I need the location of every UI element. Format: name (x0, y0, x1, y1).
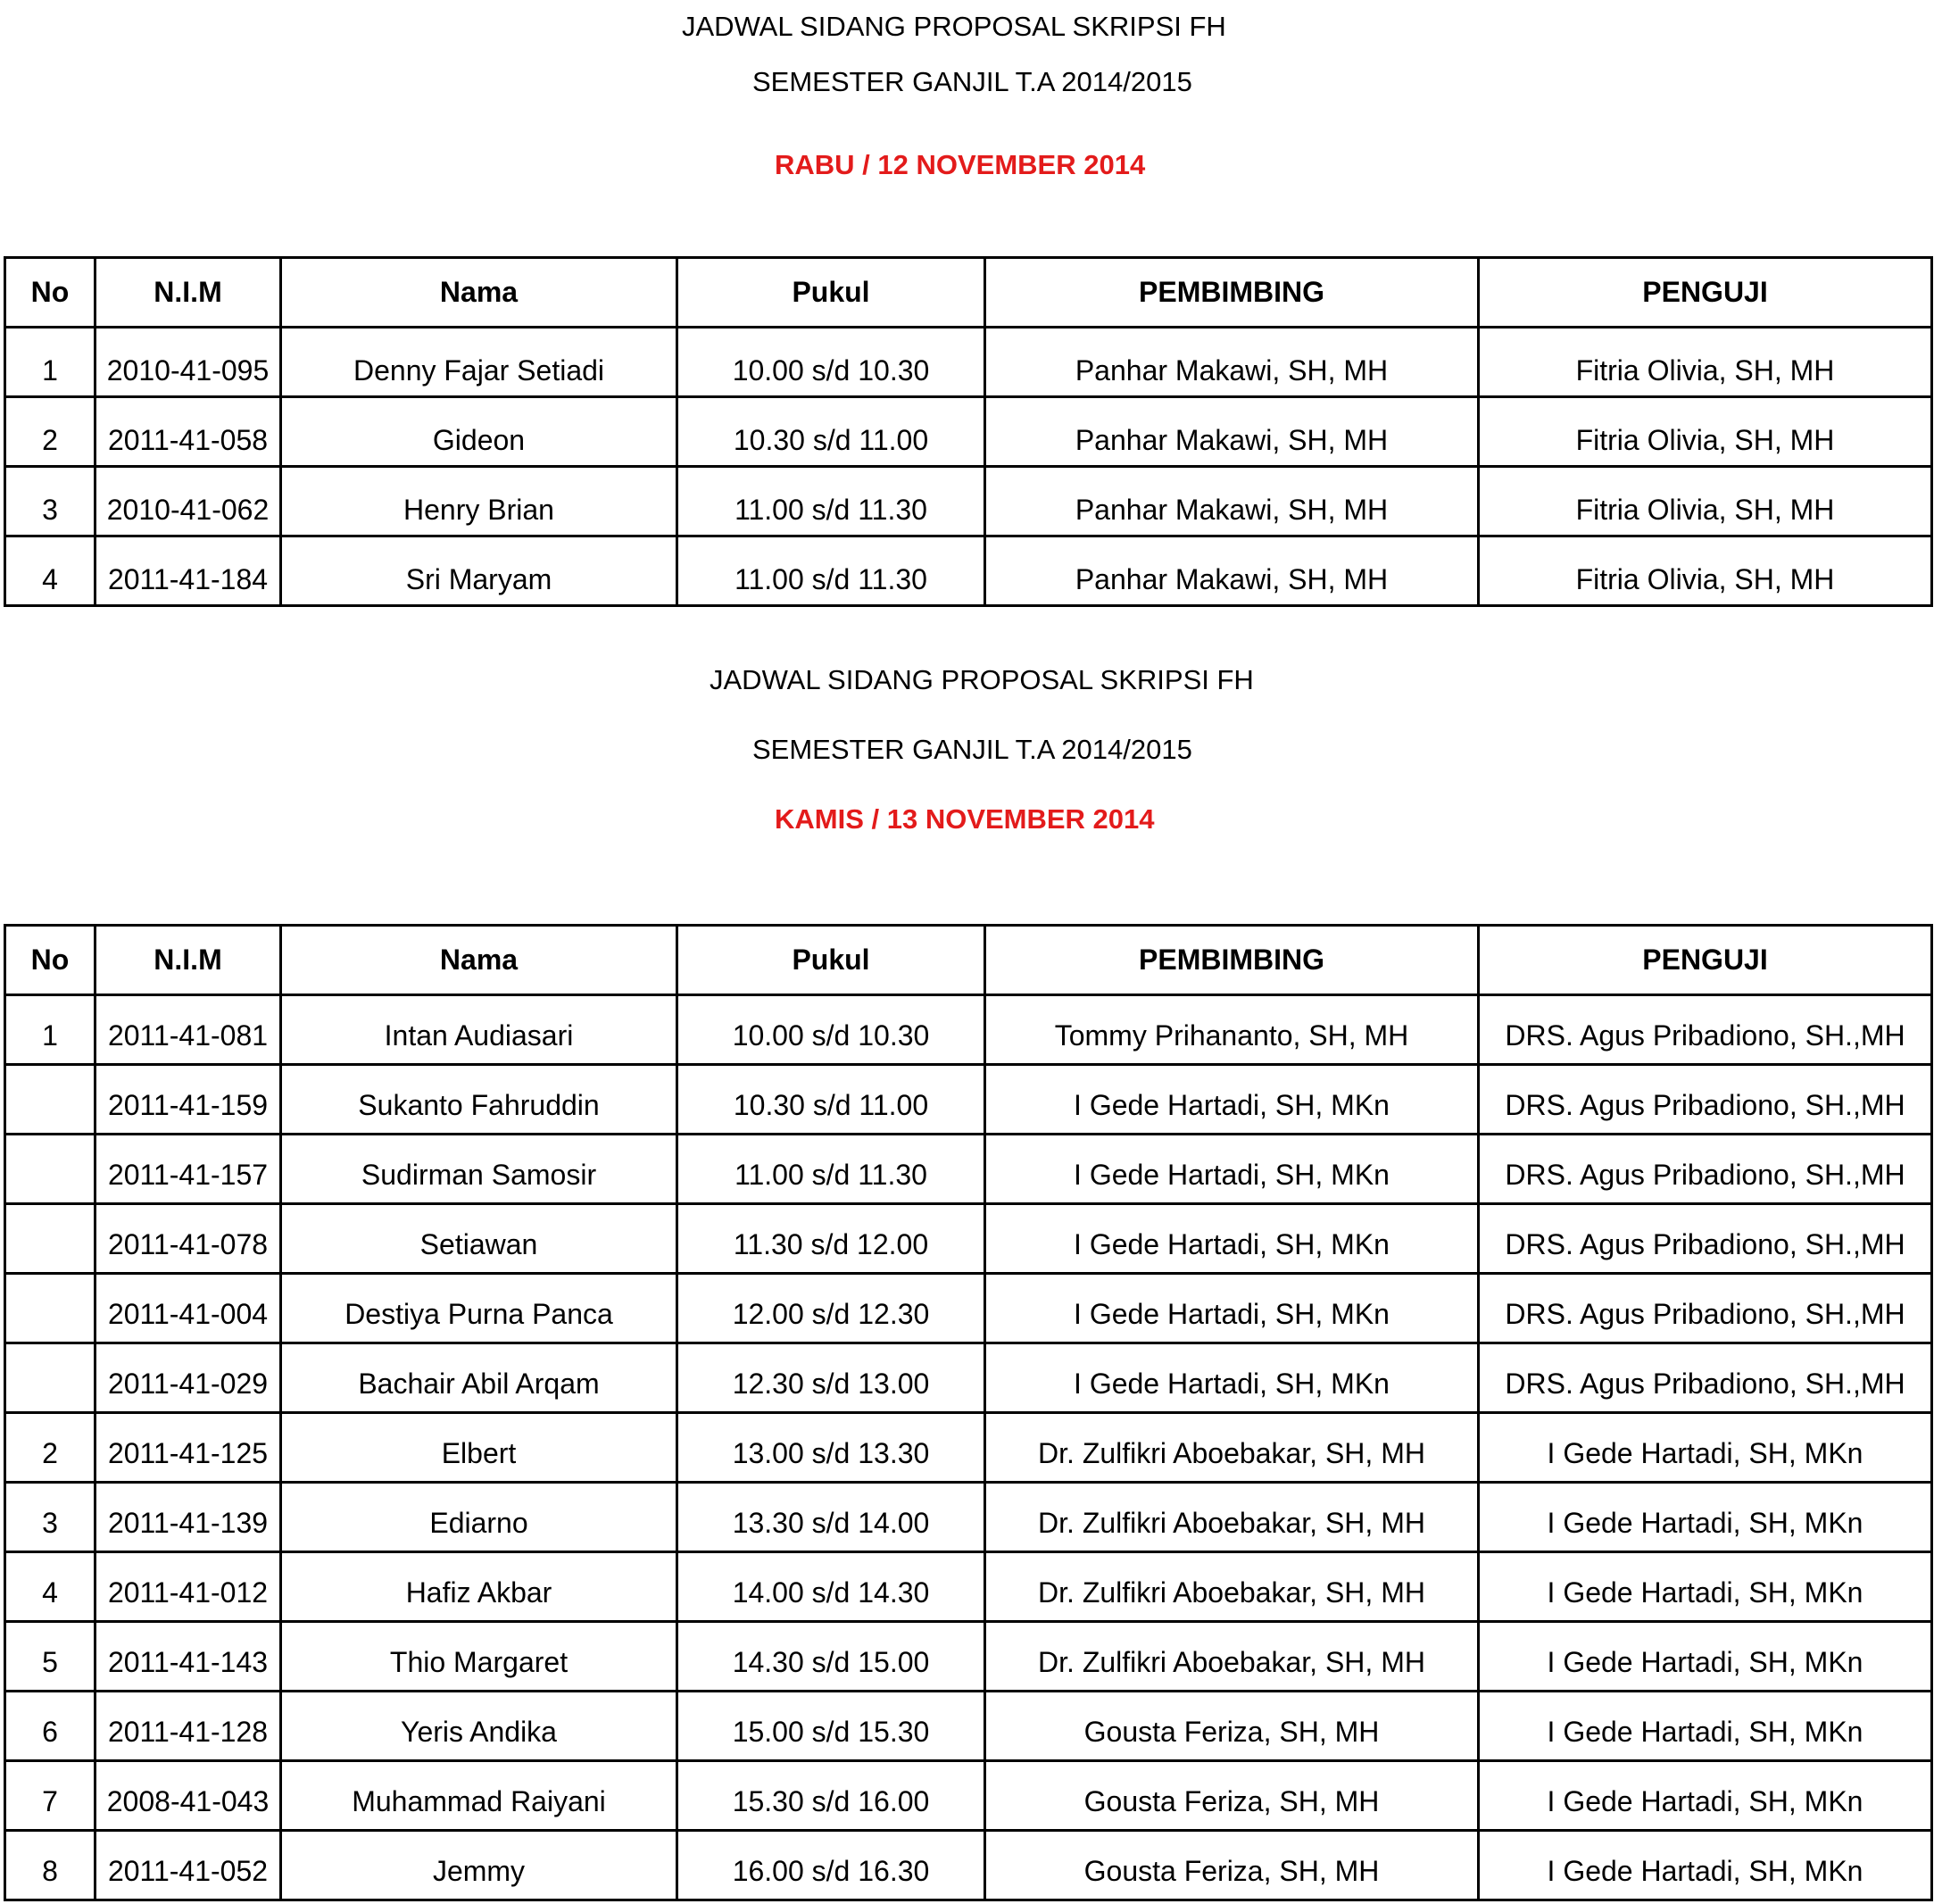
cell-no: 2 (5, 1413, 95, 1483)
section1-title: JADWAL SIDANG PROPOSAL SKRIPSI FH (682, 11, 1226, 42)
cell-pembimbing: Dr. Zulfikri Aboebakar, SH, MH (985, 1552, 1479, 1622)
cell-no: 7 (5, 1761, 95, 1831)
header-nim: N.I.M (95, 926, 281, 995)
cell-penguji: I Gede Hartadi, SH, MKn (1479, 1761, 1932, 1831)
section1-subtitle: SEMESTER GANJIL T.A 2014/2015 (752, 66, 1192, 97)
cell-pukul: 13.00 s/d 13.30 (677, 1413, 985, 1483)
cell-no: 5 (5, 1622, 95, 1692)
cell-nim: 2011-41-159 (95, 1065, 281, 1135)
cell-pukul: 11.00 s/d 11.30 (677, 1135, 985, 1204)
cell-pukul: 11.00 s/d 11.30 (677, 536, 985, 606)
cell-nim: 2011-41-125 (95, 1413, 281, 1483)
table-row (5, 1343, 1932, 1413)
table-row (5, 1761, 1932, 1831)
header-nim: N.I.M (95, 258, 281, 328)
cell-nama: Sudirman Samosir (281, 1135, 677, 1204)
cell-penguji: I Gede Hartadi, SH, MKn (1479, 1622, 1932, 1692)
table-row (5, 1413, 1932, 1483)
cell-nim: 2010-41-062 (95, 467, 281, 536)
cell-nim: 2011-41-052 (95, 1831, 281, 1900)
cell-nama: Hafiz Akbar (281, 1552, 677, 1622)
cell-nim: 2011-41-012 (95, 1552, 281, 1622)
cell-pukul: 10.30 s/d 11.00 (677, 397, 985, 467)
section2-subtitle: SEMESTER GANJIL T.A 2014/2015 (752, 734, 1192, 765)
cell-nama: Denny Fajar Setiadi (281, 328, 677, 397)
cell-pukul: 12.00 s/d 12.30 (677, 1274, 985, 1343)
cell-no: 4 (5, 1552, 95, 1622)
cell-penguji: DRS. Agus Pribadiono, SH.,MH (1479, 1135, 1932, 1204)
cell-nama: Jemmy (281, 1831, 677, 1900)
cell-pukul: 14.30 s/d 15.00 (677, 1622, 985, 1692)
cell-no (5, 1065, 95, 1135)
table-row (5, 328, 1932, 397)
cell-nim: 2011-41-004 (95, 1274, 281, 1343)
cell-pukul: 10.00 s/d 10.30 (677, 328, 985, 397)
cell-penguji: I Gede Hartadi, SH, MKn (1479, 1413, 1932, 1483)
cell-pukul: 14.00 s/d 14.30 (677, 1552, 985, 1622)
cell-pembimbing: Dr. Zulfikri Aboebakar, SH, MH (985, 1622, 1479, 1692)
table-row (5, 1552, 1932, 1622)
cell-pembimbing: I Gede Hartadi, SH, MKn (985, 1065, 1479, 1135)
cell-pukul: 15.00 s/d 15.30 (677, 1692, 985, 1761)
table-row (5, 536, 1932, 606)
header-pembimbing: PEMBIMBING (985, 926, 1479, 995)
cell-no: 8 (5, 1831, 95, 1900)
cell-nama: Elbert (281, 1413, 677, 1483)
cell-penguji: DRS. Agus Pribadiono, SH.,MH (1479, 1204, 1932, 1274)
cell-penguji: Fitria Olivia, SH, MH (1479, 536, 1932, 606)
header-nama: Nama (281, 258, 677, 328)
cell-pukul: 16.00 s/d 16.30 (677, 1831, 985, 1900)
cell-no: 3 (5, 467, 95, 536)
cell-nim: 2011-41-143 (95, 1622, 281, 1692)
cell-pembimbing: I Gede Hartadi, SH, MKn (985, 1343, 1479, 1413)
cell-pembimbing: Dr. Zulfikri Aboebakar, SH, MH (985, 1413, 1479, 1483)
cell-no: 2 (5, 397, 95, 467)
cell-penguji: DRS. Agus Pribadiono, SH.,MH (1479, 995, 1932, 1065)
table-row (5, 397, 1932, 467)
section1-date: RABU / 12 NOVEMBER 2014 (775, 149, 1146, 180)
cell-pukul: 10.00 s/d 10.30 (677, 995, 985, 1065)
cell-no: 3 (5, 1483, 95, 1552)
cell-nim: 2011-41-184 (95, 536, 281, 606)
cell-nama: Henry Brian (281, 467, 677, 536)
cell-pembimbing: Dr. Zulfikri Aboebakar, SH, MH (985, 1483, 1479, 1552)
cell-nama: Sri Maryam (281, 536, 677, 606)
cell-nim: 2011-41-157 (95, 1135, 281, 1204)
cell-no: 6 (5, 1692, 95, 1761)
cell-nim: 2011-41-078 (95, 1204, 281, 1274)
table-row (5, 1135, 1932, 1204)
table-row (5, 1274, 1932, 1343)
header-pukul: Pukul (677, 926, 985, 995)
cell-pukul: 11.30 s/d 12.00 (677, 1204, 985, 1274)
cell-penguji: Fitria Olivia, SH, MH (1479, 467, 1932, 536)
cell-no: 4 (5, 536, 95, 606)
cell-nim: 2011-41-128 (95, 1692, 281, 1761)
cell-nama: Sukanto Fahruddin (281, 1065, 677, 1135)
cell-penguji: I Gede Hartadi, SH, MKn (1479, 1831, 1932, 1900)
cell-penguji: DRS. Agus Pribadiono, SH.,MH (1479, 1343, 1932, 1413)
cell-pukul: 15.30 s/d 16.00 (677, 1761, 985, 1831)
table-header-row (5, 926, 1932, 995)
cell-pembimbing: Panhar Makawi, SH, MH (985, 467, 1479, 536)
cell-pembimbing: Panhar Makawi, SH, MH (985, 536, 1479, 606)
cell-penguji: I Gede Hartadi, SH, MKn (1479, 1483, 1932, 1552)
cell-nama: Gideon (281, 397, 677, 467)
table-row (5, 1204, 1932, 1274)
schedule-table-thursday (4, 924, 1933, 1901)
cell-nama: Destiya Purna Panca (281, 1274, 677, 1343)
cell-penguji: DRS. Agus Pribadiono, SH.,MH (1479, 1274, 1932, 1343)
cell-no: 1 (5, 995, 95, 1065)
header-no: No (5, 258, 95, 328)
header-pembimbing: PEMBIMBING (985, 258, 1479, 328)
cell-no (5, 1343, 95, 1413)
cell-nim: 2011-41-139 (95, 1483, 281, 1552)
cell-pembimbing: Tommy Prihananto, SH, MH (985, 995, 1479, 1065)
cell-pembimbing: I Gede Hartadi, SH, MKn (985, 1204, 1479, 1274)
cell-pembimbing: Gousta Feriza, SH, MH (985, 1761, 1479, 1831)
table-row (5, 995, 1932, 1065)
header-penguji: PENGUJI (1479, 258, 1932, 328)
cell-pukul: 10.30 s/d 11.00 (677, 1065, 985, 1135)
cell-pembimbing: Panhar Makawi, SH, MH (985, 328, 1479, 397)
cell-pukul: 11.00 s/d 11.30 (677, 467, 985, 536)
header-pukul: Pukul (677, 258, 985, 328)
section2-date: KAMIS / 13 NOVEMBER 2014 (775, 803, 1155, 835)
cell-nama: Thio Margaret (281, 1622, 677, 1692)
table-row (5, 1065, 1932, 1135)
cell-nama: Muhammad Raiyani (281, 1761, 677, 1831)
cell-pembimbing: Gousta Feriza, SH, MH (985, 1692, 1479, 1761)
cell-pukul: 13.30 s/d 14.00 (677, 1483, 985, 1552)
cell-nama: Intan Audiasari (281, 995, 677, 1065)
cell-pukul: 12.30 s/d 13.00 (677, 1343, 985, 1413)
cell-nama: Setiawan (281, 1204, 677, 1274)
cell-penguji: DRS. Agus Pribadiono, SH.,MH (1479, 1065, 1932, 1135)
cell-penguji: Fitria Olivia, SH, MH (1479, 328, 1932, 397)
cell-pembimbing: I Gede Hartadi, SH, MKn (985, 1135, 1479, 1204)
cell-no (5, 1274, 95, 1343)
table-row (5, 467, 1932, 536)
cell-nama: Ediarno (281, 1483, 677, 1552)
cell-nim: 2011-41-058 (95, 397, 281, 467)
cell-nim: 2008-41-043 (95, 1761, 281, 1831)
cell-nim: 2011-41-081 (95, 995, 281, 1065)
table-header-row (5, 258, 1932, 328)
cell-pembimbing: Gousta Feriza, SH, MH (985, 1831, 1479, 1900)
table-row (5, 1692, 1932, 1761)
cell-no (5, 1135, 95, 1204)
cell-nama: Bachair Abil Arqam (281, 1343, 677, 1413)
cell-penguji: I Gede Hartadi, SH, MKn (1479, 1552, 1932, 1622)
table-row (5, 1483, 1932, 1552)
section2-title: JADWAL SIDANG PROPOSAL SKRIPSI FH (710, 664, 1254, 695)
schedule-table-wednesday (4, 256, 1933, 607)
header-nama: Nama (281, 926, 677, 995)
cell-no: 1 (5, 328, 95, 397)
cell-no (5, 1204, 95, 1274)
cell-penguji: I Gede Hartadi, SH, MKn (1479, 1692, 1932, 1761)
cell-nim: 2010-41-095 (95, 328, 281, 397)
table-row (5, 1622, 1932, 1692)
cell-pembimbing: I Gede Hartadi, SH, MKn (985, 1274, 1479, 1343)
cell-nama: Yeris Andika (281, 1692, 677, 1761)
cell-penguji: Fitria Olivia, SH, MH (1479, 397, 1932, 467)
table-row (5, 1831, 1932, 1900)
header-penguji: PENGUJI (1479, 926, 1932, 995)
cell-nim: 2011-41-029 (95, 1343, 281, 1413)
header-no: No (5, 926, 95, 995)
cell-pembimbing: Panhar Makawi, SH, MH (985, 397, 1479, 467)
